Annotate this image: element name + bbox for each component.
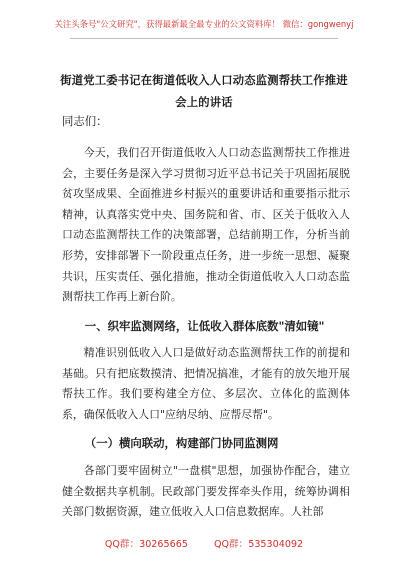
header-notice: 关注头条号"公文研究"，获得最新最全最专业的公文资料库！ 微信：gongwenyj [54,19,354,29]
paragraph-section-1: 精准识别低收入人口是做好动态监测帮扶工作的前提和基础。只有把底数摸清、把情况搞准，才能有的放矢地开展帮扶工作。我们要构建全方位、多层次、立体化的监测体系，确保低收入人口"应纳尽纳、应帮尽帮"。 [62,346,350,421]
document-title: 街道党工委书记在街道低收入人口动态监测帮扶工作推进会上的讲话 [60,74,348,109]
salutation: 同志们： [62,114,108,128]
footer-qq-2: QQ群：535304092 [213,539,304,550]
header-divider [70,38,338,39]
footer-qq-1: QQ群：30265665 [104,539,188,550]
section-heading-1: 一、织牢监测网络，让低收入群体底数"清如镜" [84,319,325,333]
footer-qq-groups [0,536,408,550]
subsection-heading-1: （一）横向联动，构建部门协同监测网 [84,436,279,450]
paragraph-intro: 今天，我们召开街道低收入人口动态监测帮扶工作推进会，主要任务是深入学习贯彻习近平总书记关于巩固拓展脱贫攻坚成果、全面推进乡村振兴的重要讲话和重要指示批示精神，认真落实党中央、国务院和省、市、区关于低收入人口动态监测帮扶工作的决策部署，总结前期工作，分析当前形势，安排部署下一阶段重点任务，进一步统一思想、凝聚共识，压实责任、强化措施，推动全街道低收入人口动态监测帮扶工作再上新台阶。 [62,146,350,304]
paragraph-subsection-1: 各部门要牢固树立"一盘棋"思想，加强协作配合，建立健全数据共享机制。民政部门要发挥牵头作用，统筹协调相关部门数据资源，建立低收入人口信息数据库。人社部 [62,464,350,519]
